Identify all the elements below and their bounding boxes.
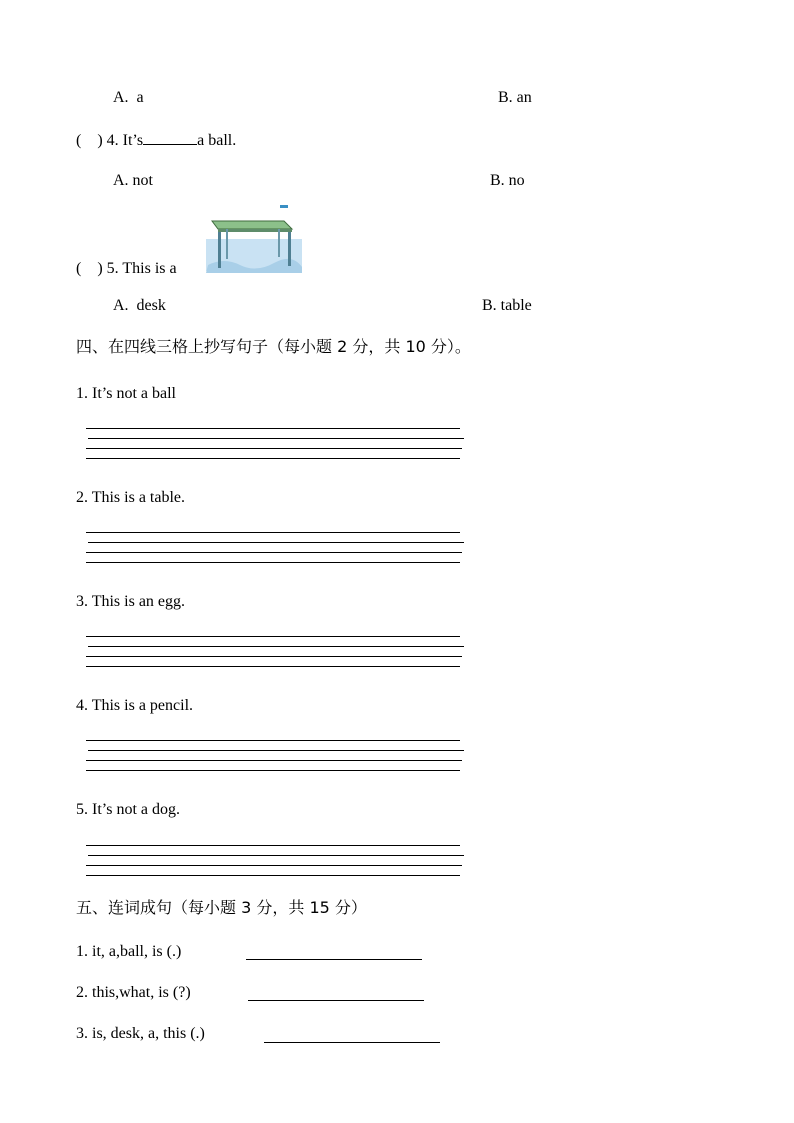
section-4-heading: 四、在四线三格上抄写句子（每小题 2 分，共 10 分）。: [76, 337, 471, 356]
question-5: [76, 259, 177, 279]
four-line-grid-1[interactable]: [86, 428, 464, 462]
question-5-text: 5. This is a: [106, 260, 177, 277]
word-order-question-2: 2. this,what, is (?): [76, 984, 191, 1001]
q3-option-b: B. an: [498, 89, 532, 106]
q5-option-b: B. table: [482, 297, 532, 314]
q4-option-b: B. no: [490, 172, 525, 189]
table-picture-icon: [204, 205, 304, 273]
q3-option-a: A. a: [113, 89, 144, 106]
four-line-grid-4[interactable]: [86, 740, 464, 774]
fill-blank[interactable]: [143, 130, 197, 145]
answer-paren: ( ): [76, 260, 103, 277]
answer-line-3[interactable]: [264, 1042, 440, 1043]
answer-line-2[interactable]: [248, 1000, 424, 1001]
question-4-prefix: 4. It’s: [106, 132, 144, 149]
copy-sentence-2: 2. This is a table.: [76, 489, 186, 506]
q5-option-a: A. desk: [113, 297, 166, 314]
four-line-grid-5[interactable]: [86, 845, 464, 879]
copy-sentence-3: 3. This is an egg.: [76, 593, 186, 610]
answer-line-1[interactable]: [246, 959, 422, 960]
copy-sentence-4: 4. This is a pencil.: [76, 697, 194, 714]
question-4-suffix: a ball.: [197, 132, 237, 149]
q4-option-a: A. not: [113, 172, 153, 189]
word-order-question-1: 1. it, a,ball, is (.): [76, 943, 182, 960]
copy-sentence-5: 5. It’s not a dog.: [76, 801, 180, 818]
word-order-question-3: 3. is, desk, a, this (.): [76, 1025, 205, 1042]
answer-paren: ( ): [76, 132, 103, 149]
copy-sentence-1: 1. It’s not a ball: [76, 385, 176, 402]
four-line-grid-3[interactable]: [86, 636, 464, 670]
section-5-heading: 五、连词成句（每小题 3 分，共 15 分）: [76, 898, 367, 917]
question-4: [76, 130, 236, 151]
four-line-grid-2[interactable]: [86, 532, 464, 566]
